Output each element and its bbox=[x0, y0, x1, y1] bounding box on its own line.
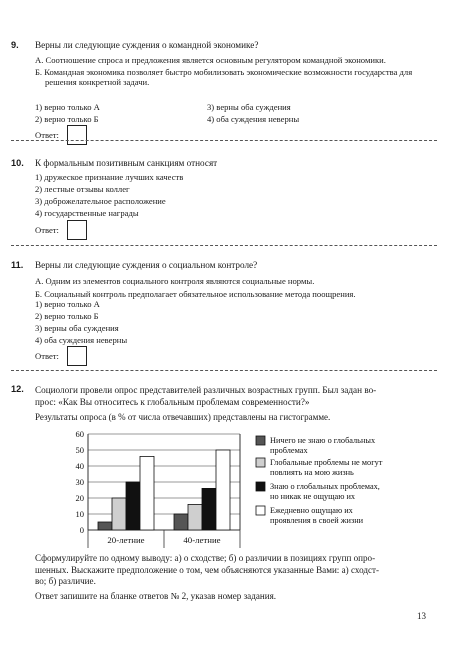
question-prompt-line-1: Социологи провели опрос представителей различных возрастных групп. Был задан во- bbox=[35, 385, 377, 395]
answer-label: Ответ: bbox=[35, 130, 59, 140]
legend-swatch bbox=[256, 436, 265, 445]
option-4: 4) государственные награды bbox=[35, 208, 139, 218]
statement-b: Б. Командная экономика позволяет быстро мобилизовать экономические возможности государства для решения конкретной задачи. bbox=[35, 66, 413, 88]
y-tick-label: 0 bbox=[79, 525, 84, 535]
answer-box[interactable] bbox=[67, 346, 87, 366]
bar bbox=[140, 456, 154, 530]
question-prompt: К формальным позитивным санкциям относят bbox=[35, 158, 218, 168]
bar bbox=[202, 488, 216, 530]
y-tick-label: 50 bbox=[75, 445, 84, 455]
task-line-3: во; б) различие. bbox=[35, 576, 96, 586]
separator bbox=[11, 370, 437, 371]
legend-swatch bbox=[256, 458, 265, 467]
x-tick-label: 20-летние bbox=[107, 535, 145, 545]
separator bbox=[11, 140, 437, 141]
bar bbox=[174, 514, 188, 530]
answer-label: Ответ: bbox=[35, 225, 59, 235]
question-number: 10. bbox=[11, 158, 24, 168]
bar bbox=[216, 450, 230, 530]
option-2: 2) лестные отзывы коллег bbox=[35, 184, 130, 194]
question-prompt: Верны ли следующие суждения о социальном контроле? bbox=[35, 260, 258, 270]
x-tick-label: 40-летние bbox=[183, 535, 221, 545]
legend-label: проблемах bbox=[270, 446, 308, 455]
task-line-2: шенных. Выскажите предположение о том, чем объясняются указанные Вами: а) сходст- bbox=[35, 564, 380, 575]
question-prompt-line-2: прос: «Как Вы относитесь к глобальным проблемам современности?» bbox=[35, 397, 310, 407]
y-tick-label: 20 bbox=[75, 493, 84, 503]
y-tick-label: 60 bbox=[75, 429, 84, 439]
chart-bars bbox=[98, 450, 230, 530]
legend-label: Ничего не знаю о глобальных bbox=[270, 436, 376, 445]
option-4: 4) оба суждения неверны bbox=[207, 114, 300, 124]
option-3: 3) доброжелательное расположение bbox=[35, 196, 166, 206]
question-text bbox=[35, 260, 427, 299]
question-prompt: Верны ли следующие суждения о командной экономике? bbox=[35, 40, 259, 50]
bar bbox=[98, 522, 112, 530]
histogram-chart bbox=[60, 428, 430, 548]
answer-note: Ответ запишите на бланке ответов № 2, указав номер задания. bbox=[35, 590, 277, 601]
answer-label: Ответ: bbox=[35, 351, 59, 361]
legend-label: проявления в своей жизни bbox=[270, 516, 364, 525]
legend-label: повлиять на мою жизнь bbox=[270, 468, 354, 477]
option-3: 3) верны оба суждения bbox=[207, 102, 291, 112]
task-text bbox=[35, 553, 427, 602]
bar bbox=[112, 498, 126, 530]
legend-label: Ежедневно ощущаю их bbox=[270, 506, 353, 515]
y-tick-label: 40 bbox=[75, 461, 84, 471]
option-1: 1) верно только А bbox=[35, 299, 100, 309]
question-text bbox=[35, 158, 427, 169]
option-1: 1) верно только А bbox=[35, 102, 100, 112]
legend-swatch bbox=[256, 482, 265, 491]
answer-box[interactable] bbox=[67, 125, 87, 145]
statement-a: А. Одним из элементов социального контроля являются социальные нормы. bbox=[35, 275, 315, 286]
question-number: 11. bbox=[11, 260, 24, 270]
y-tick-label: 10 bbox=[75, 509, 84, 519]
legend-swatch bbox=[256, 506, 265, 515]
page-number: 13 bbox=[417, 611, 426, 621]
legend-label: но никак не ощущаю их bbox=[270, 492, 356, 501]
statement-a: А. Соотношение спроса и предложения является основным регулятором командной экономики. bbox=[35, 54, 386, 65]
answer-box[interactable] bbox=[67, 220, 87, 240]
chart-legend bbox=[256, 436, 383, 525]
option-3: 3) верны оба суждения bbox=[35, 323, 119, 333]
question-text bbox=[35, 384, 427, 423]
question-number: 12. bbox=[11, 384, 24, 394]
option-1: 1) дружеское признание лучших качеств bbox=[35, 172, 184, 182]
bar bbox=[188, 504, 202, 530]
y-axis-ticks bbox=[76, 429, 85, 535]
option-2: 2) верно только Б bbox=[35, 114, 99, 124]
separator bbox=[11, 245, 437, 246]
statement-b: Б. Социальный контроль предполагает обязательное использование метода поощрения. bbox=[35, 288, 356, 299]
question-number: 9. bbox=[11, 40, 19, 50]
legend-label: Глобальные проблемы не могут bbox=[270, 458, 383, 467]
option-4: 4) оба суждения неверны bbox=[35, 335, 128, 345]
chart-intro: Результаты опроса (в % от числа отвечавших) представлены на гистограмме. bbox=[35, 412, 331, 422]
question-text bbox=[35, 40, 427, 88]
option-2: 2) верно только Б bbox=[35, 311, 99, 321]
bar bbox=[126, 482, 140, 530]
task-line-1: Сформулируйте по одному выводу: а) о сходстве; б) о различии в позициях групп опро- bbox=[35, 553, 376, 563]
legend-label: Знаю о глобальных проблемах, bbox=[270, 482, 380, 491]
y-tick-label: 30 bbox=[75, 477, 84, 487]
